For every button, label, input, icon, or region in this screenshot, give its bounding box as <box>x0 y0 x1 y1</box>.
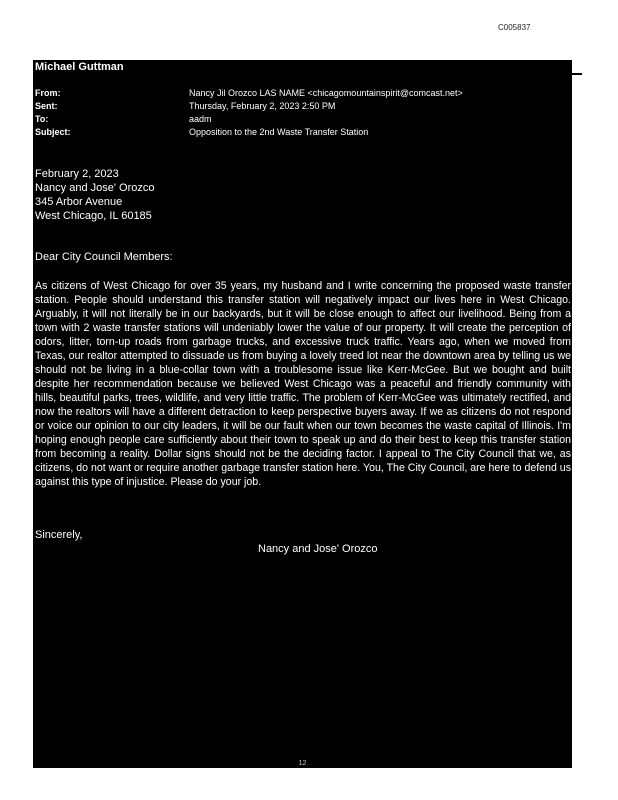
page-number: 12 <box>298 760 307 767</box>
letter-body: As citizens of West Chicago for over 35 years, my husband and I write concerning the proposed waste transfer station. People should understand this transfer station will negatively impact our lives here in West Chicago. Arguably, it will not literally be in our backyards, but it will be close enough to affect our livelihood. Being from a town with 2 waste transfer stations will undeniably lower the value of our property. It will create the perception of odors, litter, torn-up roads from garbage trucks, and excessive truck traffic. Years ago, when we moved from Texas, our realtor attempted to dissuade us from buying a lovely treed lot near the downtown area by telling us we should not be living in a blue-collar town with a troublesome issue like Kerr-McGee. But we bought and built despite her recommendation because we believed West Chicago was a peaceful and friendly community with hills, beautiful parks, trees, wildlife, and very little traffic. The problem of Kerr-McGee was ultimately rectified, and now the realtors will have a different detraction to keep perspective buyers away. If we as citizens do not respond or voice our opinion to our city leaders, it will be our fault when our town becomes the waste capital of Illinois. I'm hoping enough people care sufficiently about their town to speak up and do their best to keep this transfer station from becoming a reality. Dollar signs should not be the deciding factor. I appeal to The City Council that we, as citizens, do not want or require another garbage transfer station here. You, The City Council, are here to defend us against this type of injustice. Please do your job. <box>35 280 571 488</box>
margin-mark <box>572 73 582 75</box>
email-printout <box>33 60 572 768</box>
header-value: Opposition to the 2nd Waste Transfer Station <box>189 127 369 137</box>
document-id: C005837 <box>498 23 531 32</box>
header-value: Nancy Jil Orozco LAS NAME <chicagomountainspirit@comcast.net> <box>189 88 463 98</box>
header-label: From: <box>35 88 61 98</box>
letter-sender-names: Nancy and Jose' Orozco <box>35 182 155 194</box>
header-label: Subject: <box>35 127 71 137</box>
header-value: Thursday, February 2, 2023 2:50 PM <box>189 101 336 111</box>
letter-salutation: Dear City Council Members: <box>35 251 173 263</box>
letter-signature: Nancy and Jose' Orozco <box>258 543 378 555</box>
header-label: Sent: <box>35 101 58 111</box>
header-value: aadm <box>189 114 212 124</box>
letter-city: West Chicago, IL 60185 <box>35 210 152 222</box>
letter-closing: Sincerely, <box>35 529 83 541</box>
header-label: To: <box>35 114 49 124</box>
sender-name: Michael Guttman <box>35 61 124 73</box>
letter-date: February 2, 2023 <box>35 168 119 180</box>
letter-street: 345 Arbor Avenue <box>35 196 123 208</box>
letter-address-block <box>35 167 155 223</box>
